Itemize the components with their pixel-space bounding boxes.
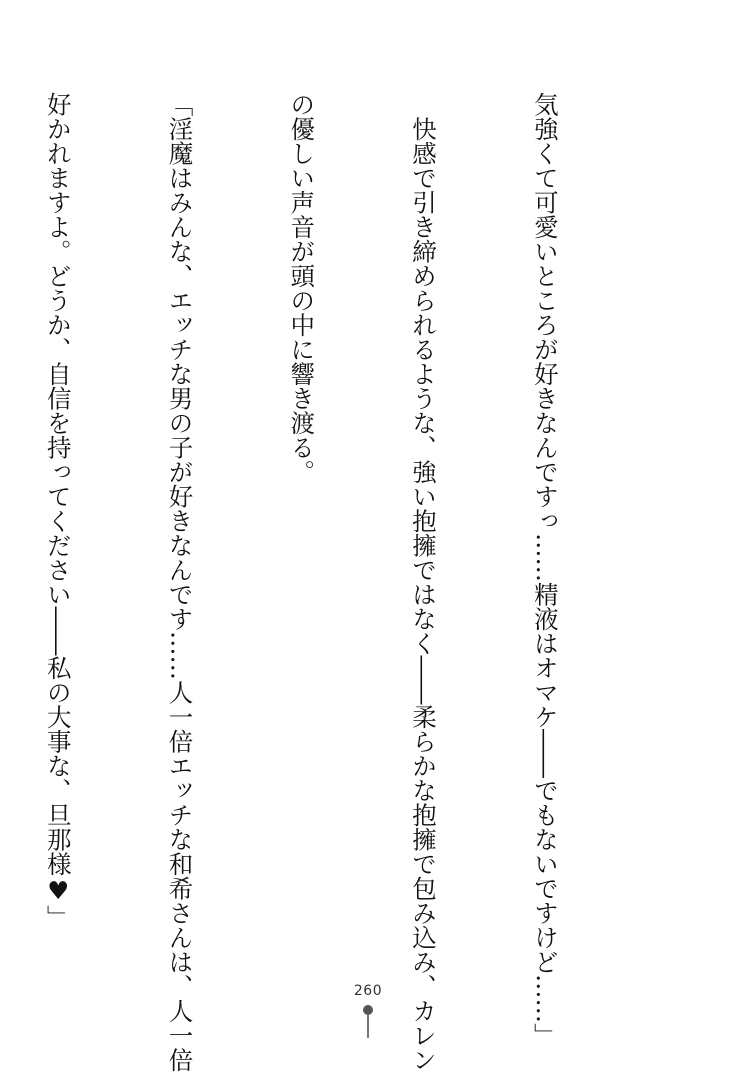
text-line: 好かれますよ。どうか、自信を持ってください――私の大事な、旦那様♥」 (43, 92, 73, 930)
text-line: 気強くて可愛いところが好きなんですっ……精液はオマケ――でもないですけど……」 (530, 92, 560, 1048)
text-line: 快感で引き締められるような、強い抱擁ではなく――柔らかな抱擁で包み込み、カレン (409, 92, 439, 1072)
page-footer (0, 983, 736, 1038)
ornament-line-icon (367, 1015, 369, 1038)
text-line: の優しい声音が頭の中に響き渡る。 (287, 92, 317, 484)
ornament-dot-icon (363, 1005, 373, 1015)
text-line: 「淫魔はみんな、エッチな男の子が好きなんです……人一倍エッチな和希さんは、人一倍 (165, 92, 195, 1072)
page-number: 260 (353, 983, 383, 999)
